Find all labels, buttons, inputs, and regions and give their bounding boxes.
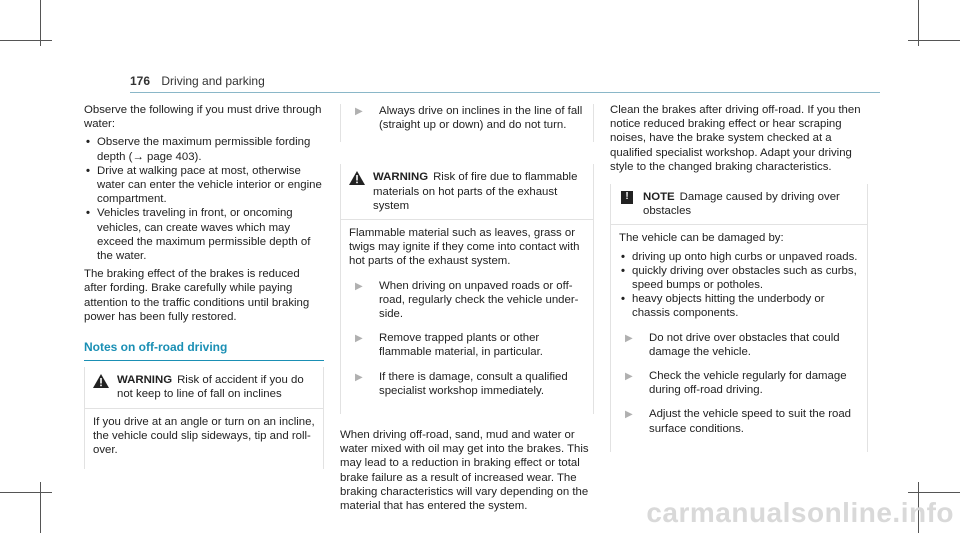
warning-box (84, 367, 324, 469)
crop-mark (908, 492, 960, 493)
fording-paragraph: The braking effect of the brakes is reduced after fording. Brake carefully while paying attention to the traffic conditions until braking power has been fully restored. (84, 268, 310, 323)
step-text: If there is damage, consult a qualified specialist workshop immediately. (379, 370, 568, 397)
step (619, 407, 859, 435)
water-bullet-list (84, 135, 324, 263)
step-arrow-icon: ▶ (625, 371, 633, 383)
step-text: Adjust the vehicle speed to suit the road surface conditions. (649, 408, 851, 435)
step-arrow-icon: ▶ (355, 106, 363, 117)
section-title: Notes on off-road driving (84, 340, 324, 361)
step (619, 331, 859, 359)
step-arrow-icon: ▶ (625, 409, 633, 421)
list-item: • Vehicles traveling in front, or oncoming vehicles, can create waves which may exceed the maximum permissible depth of the water. (84, 206, 324, 263)
warning-continued-box (340, 104, 594, 142)
warning-title (117, 373, 315, 401)
warning-label: WARNING (117, 374, 173, 387)
page-header (130, 74, 265, 88)
warning-header (85, 367, 323, 408)
warning-triangle-icon (93, 374, 109, 388)
step-arrow-icon: ▶ (625, 332, 633, 344)
step (619, 369, 859, 397)
list-item: • Observe the maximum permissible fording depth (→ page 403). (84, 135, 324, 163)
warning-title-text: Risk of fire due to flammable materials on hot parts of the exhaust system (373, 171, 578, 212)
crop-mark (0, 492, 52, 493)
crop-mark (908, 40, 960, 41)
step-arrow-icon: ▶ (355, 333, 363, 345)
step-text: Do not drive over obstacles that could damage the vehicle. (649, 331, 840, 358)
note-title (643, 190, 859, 218)
step-text: Check the vehicle regularly for damage during off-road driving. (649, 370, 847, 397)
chapter-title: Driving and parking (161, 74, 265, 88)
crop-mark (0, 40, 52, 41)
warning-body: Flammable material such as leaves, grass or twigs may ignite if they come into contact with hot parts of the exhaust system. (349, 227, 580, 268)
exclamation-icon: ! (621, 191, 633, 204)
crop-mark (40, 482, 41, 533)
step-text: When driving on unpaved roads or off-road, regularly check the vehicle under-side. (379, 279, 579, 321)
list-item: • heavy objects hitting the underbody or chassis components. (619, 292, 859, 320)
warning-header (341, 164, 593, 220)
warning-title-text: Risk of accident if you do not keep to line of fall on inclines (117, 374, 304, 401)
column-3 (610, 103, 868, 460)
warning-label: WARNING (373, 171, 429, 184)
note-label: NOTE (643, 191, 675, 204)
warning-body: If you drive at an angle or turn on an incline, the vehicle could slip sideways, tip and roll-over. (93, 415, 315, 457)
step (349, 331, 585, 359)
note-intro: The vehicle can be damaged by: (619, 232, 784, 245)
column-1 (84, 103, 324, 477)
watermark: carmanualsonline.info (646, 497, 954, 528)
list-item: • quickly driving over obstacles such as curbs, speed bumps or potholes. (619, 264, 859, 292)
page-number: 176 (130, 74, 151, 88)
warning-title (373, 170, 585, 213)
step-arrow-icon: ▶ (355, 280, 363, 292)
note-box (610, 184, 868, 452)
note-title-text: Damage caused by driving over obstacles (643, 191, 840, 218)
header-rule (130, 92, 880, 93)
note-bullet-list (619, 250, 859, 321)
warning-triangle-icon (349, 171, 365, 185)
warning-box (340, 164, 594, 414)
step-text: Always drive on inclines in the line of fall (straight up or down) and do not turn. (379, 105, 583, 132)
brakes-paragraph: When driving off-road, sand, mud and water or water mixed with oil may get into the brakes. This may lead to a reduction in braking effect or total brake failure as a result of increased wear. The braking characteristics will vary depending on the material that has entered the system. (340, 429, 589, 513)
water-intro: Observe the following if you must drive through water: (84, 104, 322, 131)
step (349, 104, 585, 132)
step (349, 279, 585, 322)
column-2 (340, 100, 594, 517)
clean-brakes-paragraph: Clean the brakes after driving off-road. If you then notice reduced braking effect or hear scraping noises, have the brake system checked at a qualified specialist workshop. Adapt your driving style to the changed braking characteristics. (610, 104, 861, 173)
step (349, 370, 585, 398)
step-arrow-icon: ▶ (355, 371, 363, 383)
list-item: • driving up onto high curbs or unpaved roads. (619, 250, 859, 264)
list-item: • Drive at walking pace at most, otherwise water can enter the vehicle interior or engine compartment. (84, 164, 324, 207)
step-text: Remove trapped plants or other flammable material, in particular. (379, 332, 543, 359)
note-header (611, 184, 867, 225)
